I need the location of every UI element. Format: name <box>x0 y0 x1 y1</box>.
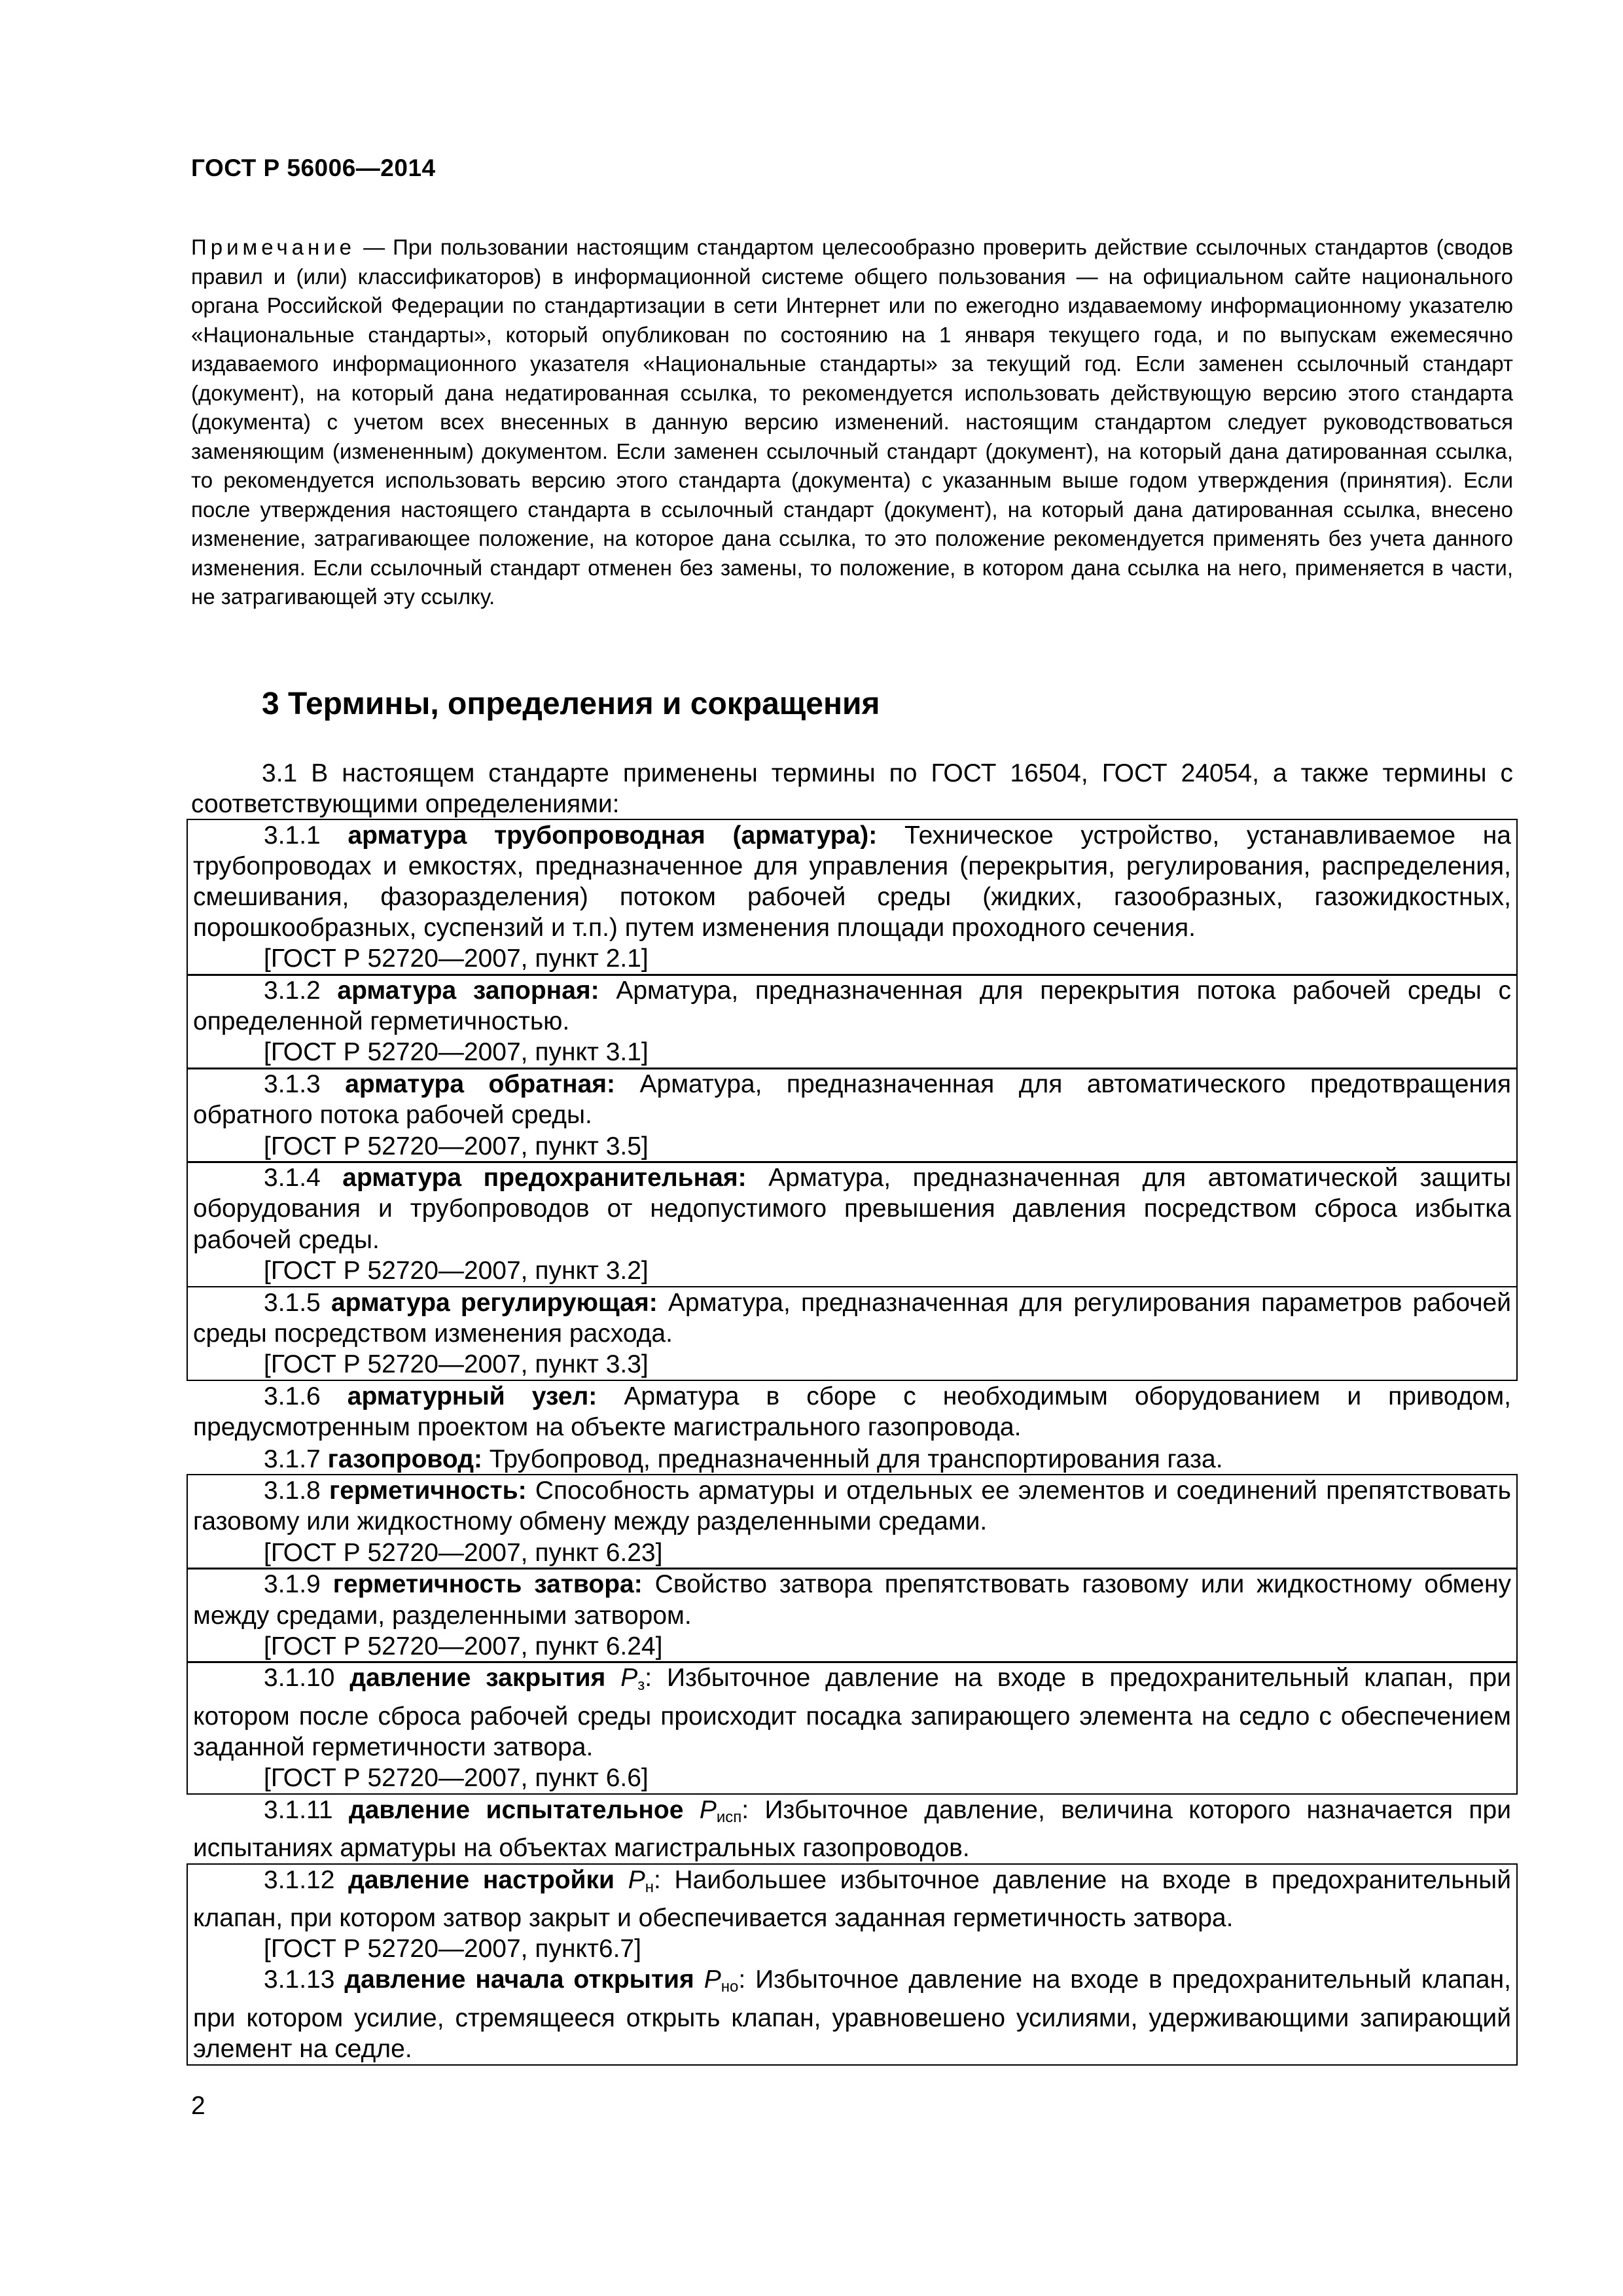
term-name: арматура регулирующая: <box>330 1288 658 1317</box>
term-number: 3.1.10 <box>264 1664 350 1693</box>
term-name: арматура запорная: <box>337 977 599 1005</box>
term-source: [ГОСТ Р 52720—2007, пункт 6.23] <box>264 1538 663 1567</box>
term-number: 3.1.7 <box>264 1444 328 1473</box>
term-number: 3.1.3 <box>264 1070 346 1099</box>
term-definition: Арматура в сборе с необходимым оборудованием и приводом, предусмотренным проектом на объекте магистрального газопровода. <box>193 1382 1511 1441</box>
term-symbol-subscript: исп <box>716 1808 742 1826</box>
term-number: 3.1.5 <box>264 1288 331 1317</box>
note-lead: Примечание <box>191 235 356 259</box>
term-name: давление начала открытия <box>344 1965 694 1994</box>
term-name: герметичность: <box>329 1477 527 1505</box>
terms-list <box>187 820 1518 2066</box>
term-source: [ГОСТ Р 52720—2007, пункт 6.6] <box>264 1764 649 1793</box>
term-3-1-7 <box>187 1443 1518 1476</box>
term-3-1-5 <box>187 1286 1518 1382</box>
term-source: [ГОСТ Р 52720—2007, пункт 2.1] <box>264 944 649 973</box>
term-name: давление настройки <box>348 1865 615 1894</box>
term-name: давление закрытия <box>349 1664 606 1693</box>
term-name: давление испытательное <box>348 1795 684 1824</box>
term-3-1-10 <box>187 1661 1518 1795</box>
term-3-1-11 <box>187 1793 1518 1865</box>
term-source: [ГОСТ Р 52720—2007, пункт 3.5] <box>264 1132 649 1160</box>
term-name: арматурный узел: <box>347 1382 597 1410</box>
term-definition: Арматура, предназначенная для автоматического предотвращения обратного потока рабочей среды. <box>193 1070 1511 1130</box>
term-definition: : Наибольшее избыточное давление на входе в предохранительный клапан, при котором затвор закрыт и обеспечивается заданная герметичность затвора. <box>193 1865 1511 1932</box>
section-intro: 3.1 В настоящем стандарте применены термины по ГОСТ 16504, ГОСТ 24054, а также термины с соответствующими определениями: <box>191 759 1513 818</box>
term-number: 3.1.4 <box>264 1164 343 1193</box>
term-name: арматура предохранительная: <box>342 1164 747 1193</box>
term-symbol-subscript: но <box>721 1978 739 1996</box>
term-definition: Арматура, предназначенная для регулирования параметров рабочей среды посредством изменения расхода. <box>193 1288 1512 1348</box>
term-3-1-3 <box>187 1067 1518 1163</box>
term-symbol-subscript: н <box>645 1878 654 1896</box>
note-paragraph <box>191 233 1513 612</box>
term-definition: : Избыточное давление на входе в предохранительный клапан, при котором после сброса рабочей среды происходит посадка запирающего элемента на седло с обеспечением заданной герметичности затвора. <box>193 1664 1511 1761</box>
term-definition: : Избыточное давление, величина которого назначается при испытаниях арматуры на объектах магистральных газопроводов. <box>193 1795 1512 1862</box>
term-3-1-8 <box>187 1474 1518 1570</box>
term-source: [ГОСТ Р 52720—2007, пункт 3.2] <box>264 1256 649 1285</box>
term-number: 3.1.11 <box>264 1795 349 1824</box>
term-definition: Техническое устройство, устанавливаемое на трубопроводах и емкостях, предназначенное для управления (перекрытия, регулирования, распределения, смешивания, фазоразделения) потоком рабочей среды (жидких, газообразных, газожидкостных, порошкообразных, суспензий и т.п.) путем изменения площади проходного сечения. <box>193 821 1511 942</box>
term-number: 3.1.2 <box>264 977 338 1005</box>
standard-id-header: ГОСТ Р 56006—2014 <box>191 154 436 181</box>
term-3-1-9 <box>187 1568 1518 1663</box>
term-symbol: P <box>628 1865 645 1894</box>
page-number: 2 <box>191 2092 205 2120</box>
term-number: 3.1.13 <box>264 1965 345 1994</box>
note-text: — При пользовании настоящим стандартом целесообразно проверить действие ссылочных стандартов (сводов правил и (или) классификаторов) в информационной системе общего пользования — на официальном сайте национального органа Российской Федерации по стандартизации в сети Интернет или по ежегодно издаваемому информационному указателю «Национальные стандарты», который опубликован по состоянию на 1 января текущего года, и по выпускам ежемесячно издаваемого информационного указателя «Национальные стандарты» за текущий год. Если заменен ссылочный стандарт (документ), на который дана недатированная ссылка, то рекомендуется использовать действующую версию этого стандарта (документа) с учетом всех внесенных в данную версию изменений. настоящим стандартом следует руководствоваться заменяющим (измененным) документом. Если заменен ссылочный стандарт (документ), на который дана датированная ссылка, то рекомендуется использовать версию этого стандарта (документа) с указанным выше годом утверждения (принятия). Если после утверждения настоящего стандарта в ссылочный стандарт (документ), на который дана датированная ссылка, внесено изменение, затрагивающее положение, на которое дана ссылка, то это положение рекомендуется применять без учета данного изменения. Если ссылочный стандарт отменен без замены, то положение, в котором дана ссылка на него, применяется в части, не затрагивающей эту ссылку. <box>191 235 1513 609</box>
term-definition: Трубопровод, предназначенный для транспортирования газа. <box>482 1444 1223 1473</box>
term-name: арматура обратная: <box>345 1070 616 1099</box>
term-3-1-2 <box>187 974 1518 1069</box>
term-number: 3.1.6 <box>264 1382 348 1410</box>
term-symbol: P <box>620 1664 638 1693</box>
term-definition: Арматура, предназначенная для перекрытия потока рабочей среды с определенной герметичностью. <box>193 977 1511 1036</box>
term-source: [ГОСТ Р 52720—2007, пункт 3.3] <box>264 1350 649 1378</box>
term-name: герметичность затвора: <box>332 1570 643 1599</box>
term-3-1-12-13 <box>187 1863 1518 2066</box>
term-3-1-4 <box>187 1161 1518 1287</box>
term-source: [ГОСТ Р 52720—2007, пункт6.7] <box>264 1935 641 1964</box>
term-symbol: P <box>699 1795 717 1824</box>
term-3-1-6 <box>187 1380 1518 1444</box>
term-name: арматура трубопроводная (арматура): <box>348 821 878 850</box>
term-number: 3.1.12 <box>264 1865 349 1894</box>
term-definition: : Избыточное давление на входе в предохранительный клапан, при котором усилие, стремящееся открыть клапан, уравновешено усилиями, удерживающими запирающий элемент на седле. <box>193 1965 1511 2063</box>
term-number: 3.1.8 <box>264 1477 329 1505</box>
term-source: [ГОСТ Р 52720—2007, пункт 3.1] <box>264 1038 649 1067</box>
term-3-1-1 <box>187 819 1518 976</box>
term-definition: Способность арматуры и отдельных ее элементов и соединений препятствовать газовому или жидкостному обмену между разделенными средами. <box>193 1477 1512 1536</box>
term-definition: Арматура, предназначенная для автоматической защиты оборудования и трубопроводов от недопустимого превышения давления посредством сброса избытка рабочей среды. <box>193 1164 1511 1254</box>
section-title: 3 Термины, определения и сокращения <box>262 687 880 721</box>
term-number: 3.1.1 <box>264 821 348 850</box>
term-symbol: P <box>704 1965 721 1994</box>
term-symbol-subscript: з <box>637 1676 645 1695</box>
term-definition: Свойство затвора препятствовать газовому или жидкостному обмену между средами, разделенными затвором. <box>193 1570 1511 1630</box>
term-name: газопровод: <box>327 1444 482 1473</box>
term-number: 3.1.9 <box>264 1570 333 1599</box>
term-source: [ГОСТ Р 52720—2007, пункт 6.24] <box>264 1632 663 1660</box>
